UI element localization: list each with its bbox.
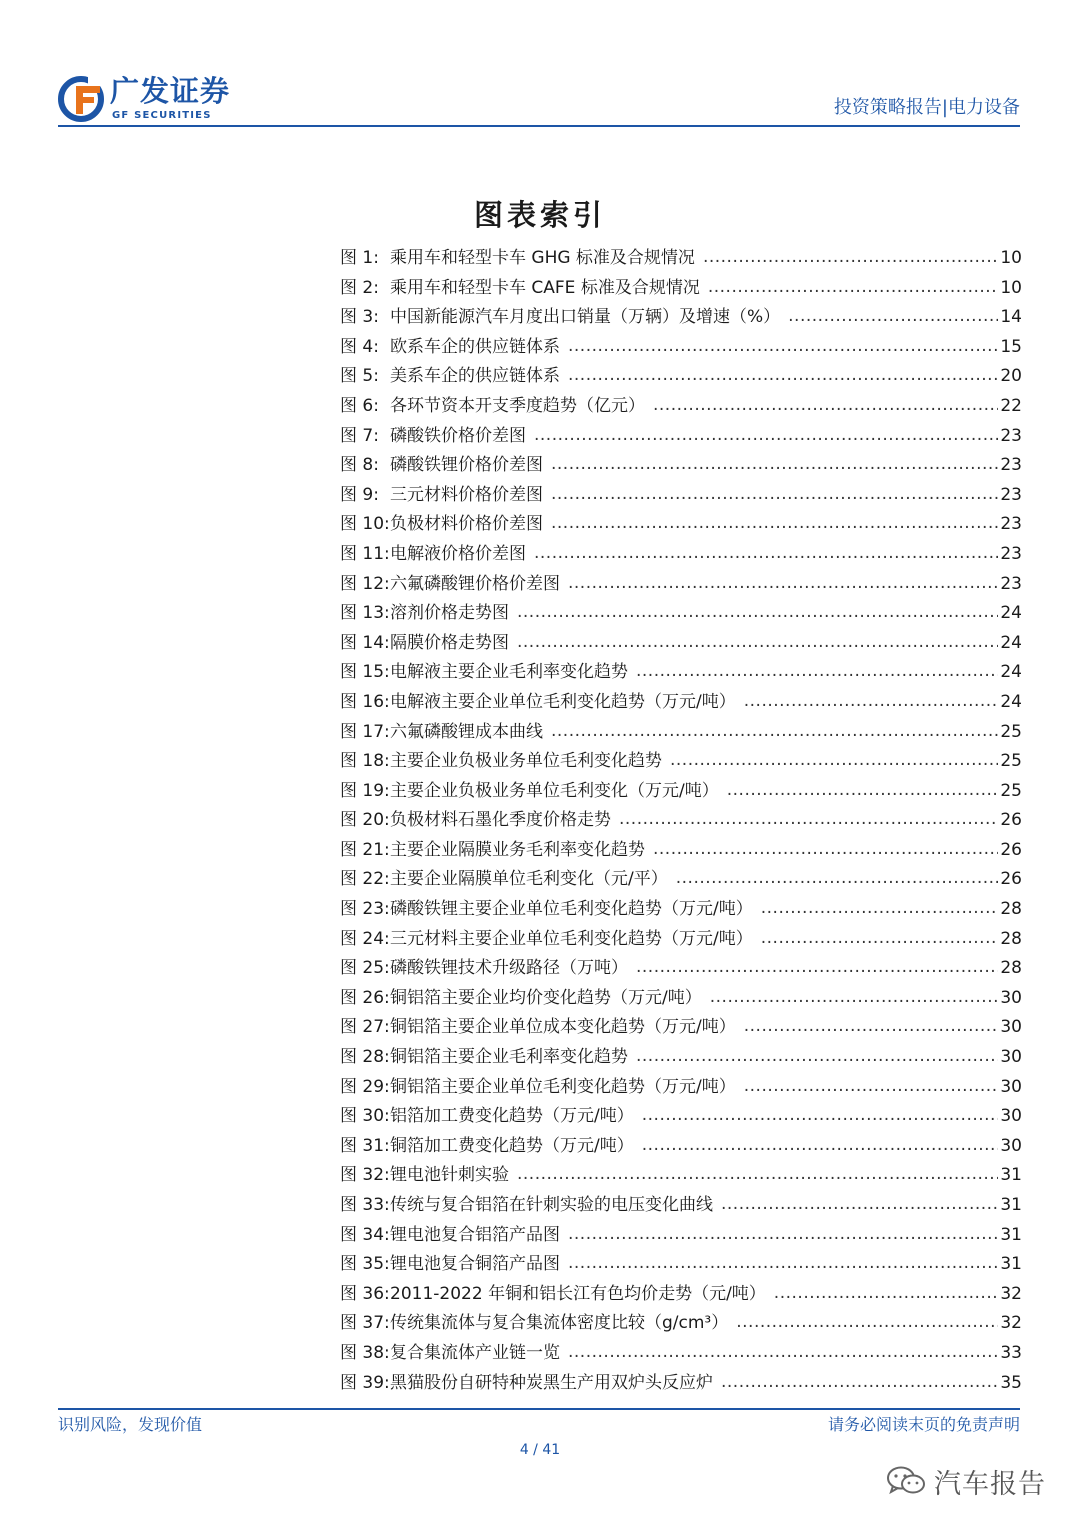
page-reference: 31 — [1000, 1224, 1022, 1245]
report-category: 投资策略报告|电力设备 — [833, 97, 1020, 118]
page-reference: 30 — [1000, 1135, 1022, 1156]
toc-entry-label — [340, 747, 668, 777]
figure-title: 铜铝箔主要企业毛利率变化趋势 — [390, 1047, 628, 1068]
figure-number: 图 36: — [340, 1283, 390, 1304]
dot-leader — [676, 864, 999, 894]
figure-number: 图 33: — [340, 1195, 390, 1215]
toc-entry-label — [340, 806, 617, 836]
figure-title: 锂电池针刺实验 — [390, 1165, 509, 1186]
toc-entry-label — [340, 836, 651, 866]
figure-number: 图 14: — [340, 632, 390, 653]
figure-number: 图 9: — [340, 484, 379, 505]
toc-entry[interactable] — [340, 777, 1022, 807]
page-header — [58, 70, 1020, 128]
figure-title: 美系车企的供应链体系 — [390, 366, 560, 387]
page-reference: 15 — [1000, 336, 1022, 357]
figure-title: 主要企业隔膜业务毛利率变化趋势 — [390, 839, 645, 860]
toc-entry[interactable] — [340, 422, 1022, 452]
toc-entry[interactable] — [340, 451, 1022, 481]
figure-number: 图 26: — [340, 987, 390, 1008]
figure-title: 铜铝箔主要企业均价变化趋势（万元/吨） — [390, 987, 702, 1008]
dot-leader — [670, 746, 998, 776]
figure-number: 图 7: — [340, 425, 379, 446]
page-reference: 31 — [1000, 1165, 1022, 1186]
page-reference: 20 — [1000, 366, 1022, 387]
figure-number: 图 23: — [340, 899, 390, 920]
toc-entry[interactable] — [340, 688, 1022, 718]
page-reference: 32 — [1000, 1313, 1022, 1334]
page-reference: 10 — [1000, 277, 1022, 298]
toc-entry-label — [340, 1309, 734, 1339]
figure-number: 图 30: — [340, 1106, 390, 1127]
toc-entry-label — [340, 244, 701, 274]
dot-leader — [619, 805, 998, 835]
dot-leader — [653, 835, 998, 865]
toc-entry[interactable] — [340, 570, 1022, 600]
figure-title: 铜铝箔主要企业单位毛利变化趋势（万元/吨） — [390, 1076, 736, 1097]
dot-leader — [534, 539, 998, 569]
figure-number: 图 10: — [340, 514, 390, 535]
page-reference: 10 — [1000, 248, 1022, 268]
page-reference: 26 — [1000, 839, 1022, 860]
figure-number: 图 39: — [340, 1372, 390, 1393]
page-reference: 31 — [1000, 1195, 1022, 1215]
figure-title: 锂电池复合铜箔产品图 — [390, 1254, 560, 1275]
figure-title: 六氟磷酸锂价格价差图 — [390, 573, 560, 594]
watermark-text: 汽车报告 — [934, 1468, 1046, 1500]
toc-entry-label — [340, 1369, 719, 1399]
logo-chinese-name: 广发证券 — [110, 74, 231, 108]
figure-title: 乘用车和轻型卡车 GHG 标准及合规情况 — [390, 248, 695, 268]
dot-leader — [703, 243, 998, 273]
figure-number: 图 12: — [340, 573, 390, 594]
toc-entry[interactable] — [340, 333, 1022, 363]
figure-number: 图 27: — [340, 1017, 390, 1038]
dot-leader — [636, 657, 998, 687]
figure-title: 隔膜价格走势图 — [390, 632, 509, 653]
page-reference: 33 — [1000, 1342, 1022, 1363]
dot-leader — [710, 983, 999, 1013]
figure-title: 主要企业隔膜单位毛利变化（元/平） — [390, 869, 668, 890]
toc-entry-label — [340, 570, 566, 600]
toc-entry-label — [340, 777, 725, 807]
toc-entry[interactable] — [340, 481, 1022, 511]
figure-number: 图 35: — [340, 1254, 390, 1275]
page-reference: 30 — [1000, 1017, 1022, 1038]
figure-title: 各环节资本开支季度趋势（亿元） — [390, 395, 645, 416]
figure-title: 负极材料价格价差图 — [390, 514, 543, 535]
dot-leader — [642, 1101, 999, 1131]
figure-title: 复合集流体产业链一览 — [390, 1342, 560, 1363]
toc-entry[interactable] — [340, 1013, 1022, 1043]
page-reference: 24 — [1000, 691, 1022, 712]
page-reference: 35 — [1000, 1372, 1022, 1393]
figure-title: 中国新能源汽车月度出口销量（万辆）及增速（%） — [390, 307, 781, 328]
toc-entry-label — [340, 481, 549, 511]
page-reference: 24 — [1000, 662, 1022, 683]
toc-entry[interactable] — [340, 925, 1022, 955]
dot-leader — [736, 1308, 998, 1338]
footer-slogan: 识别风险，发现价值 — [58, 1415, 203, 1434]
figure-number: 图 20: — [340, 810, 390, 831]
figure-number: 图 15: — [340, 662, 390, 683]
toc-entry-label — [340, 1250, 566, 1280]
toc-entry[interactable] — [340, 599, 1022, 629]
toc-entry[interactable] — [340, 1073, 1022, 1103]
dot-leader — [568, 1249, 998, 1279]
toc-entry-label — [340, 451, 549, 481]
page-reference: 32 — [1000, 1283, 1022, 1304]
page-reference: 30 — [1000, 1106, 1022, 1127]
dot-leader — [721, 1368, 998, 1398]
dot-leader — [568, 569, 998, 599]
figure-number: 图 21: — [340, 839, 390, 860]
wechat-watermark — [886, 1463, 1046, 1499]
dot-leader — [517, 628, 998, 658]
page-reference: 24 — [1000, 632, 1022, 653]
toc-entry-label — [340, 1102, 640, 1132]
toc-entry-label — [340, 1161, 515, 1191]
toc-entry-label — [340, 540, 532, 570]
toc-entry[interactable] — [340, 895, 1022, 925]
page-reference: 23 — [1000, 425, 1022, 446]
figure-title: 欧系车企的供应链体系 — [390, 336, 560, 357]
figure-title: 传统集流体与复合集流体密度比较（g/cm³） — [390, 1313, 729, 1334]
toc-entry[interactable] — [340, 836, 1022, 866]
figure-title: 负极材料石墨化季度价格走势 — [390, 810, 611, 831]
toc-entry-label — [340, 333, 566, 363]
toc-entry-label — [340, 1191, 719, 1221]
figure-number: 图 8: — [340, 455, 379, 476]
toc-entry[interactable] — [340, 1161, 1022, 1191]
figure-title: 主要企业负极业务单位毛利变化趋势 — [390, 751, 662, 772]
toc-entry-label — [340, 688, 742, 718]
toc-entry-label — [340, 1043, 634, 1073]
footer-disclaimer-link[interactable]: 请务必阅读末页的免责声明 — [827, 1415, 1020, 1434]
toc-entry-label — [340, 1073, 742, 1103]
figure-number: 图 16: — [340, 691, 390, 712]
header-divider — [58, 125, 1020, 127]
figure-number: 图 11: — [340, 543, 390, 564]
toc-entry[interactable] — [340, 984, 1022, 1014]
page-reference: 24 — [1000, 603, 1022, 624]
toc-entry[interactable] — [340, 362, 1022, 392]
gf-securities-logo — [58, 74, 278, 126]
figure-number: 图 17: — [340, 721, 390, 742]
figure-title: 三元材料主要企业单位毛利变化趋势（万元/吨） — [390, 928, 753, 949]
figure-title: 电解液主要企业单位毛利变化趋势（万元/吨） — [390, 691, 736, 712]
toc-entry[interactable] — [340, 1339, 1022, 1369]
toc-entry-label — [340, 362, 566, 392]
toc-entry-label — [340, 954, 634, 984]
figure-title: 磷酸铁锂价格价差图 — [390, 455, 543, 476]
page-reference: 30 — [1000, 987, 1022, 1008]
page-reference: 30 — [1000, 1076, 1022, 1097]
toc-entry-label — [340, 1221, 566, 1251]
page-reference: 31 — [1000, 1254, 1022, 1275]
dot-leader — [636, 1042, 998, 1072]
figure-title: 主要企业负极业务单位毛利变化（万元/吨） — [390, 780, 719, 801]
figure-title: 磷酸铁价格价差图 — [390, 425, 526, 446]
figure-number: 图 3: — [340, 307, 379, 328]
page-reference: 30 — [1000, 1047, 1022, 1068]
toc-entry[interactable] — [340, 244, 1022, 274]
toc-entry-label — [340, 274, 706, 304]
toc-entry[interactable] — [340, 1043, 1022, 1073]
figure-number: 图 5: — [340, 366, 379, 387]
toc-entry[interactable] — [340, 1102, 1022, 1132]
dot-leader — [744, 687, 999, 717]
toc-entry-label — [340, 1280, 772, 1310]
toc-entry[interactable] — [340, 303, 1022, 333]
dot-leader — [653, 391, 998, 421]
dot-leader — [636, 953, 998, 983]
page-reference: 25 — [1000, 780, 1022, 801]
dot-leader — [568, 332, 998, 362]
figure-number: 图 28: — [340, 1047, 390, 1068]
figure-number: 图 29: — [340, 1076, 390, 1097]
dot-leader — [517, 598, 998, 628]
logo-english-name: GF SECURITIES — [112, 110, 212, 121]
toc-entry[interactable] — [340, 806, 1022, 836]
toc-entry-label — [340, 1013, 742, 1043]
dot-leader — [744, 1072, 999, 1102]
dot-leader — [761, 924, 999, 954]
toc-entry-label — [340, 925, 759, 955]
toc-entry-label — [340, 718, 549, 748]
figure-title: 溶剂价格走势图 — [390, 603, 509, 624]
toc-entry-label — [340, 984, 708, 1014]
figure-title: 锂电池复合铝箔产品图 — [390, 1224, 560, 1245]
dot-leader — [774, 1279, 999, 1309]
page-reference: 23 — [1000, 514, 1022, 535]
wechat-icon — [886, 1465, 926, 1497]
figure-title: 电解液价格价差图 — [390, 543, 526, 564]
page-number: 4 / 41 — [519, 1442, 561, 1458]
figure-number: 图 31: — [340, 1135, 390, 1156]
figure-title: 磷酸铁锂技术升级路径（万吨） — [390, 958, 628, 979]
toc-entry-label — [340, 658, 634, 688]
figure-title: 三元材料价格价差图 — [390, 484, 543, 505]
toc-entry-label — [340, 1132, 640, 1162]
toc-entry[interactable] — [340, 1191, 1022, 1221]
toc-entry[interactable] — [340, 629, 1022, 659]
page-reference: 25 — [1000, 721, 1022, 742]
toc-entry-label — [340, 865, 674, 895]
toc-entry[interactable] — [340, 1280, 1022, 1310]
footer-divider — [58, 1408, 1020, 1410]
figure-number: 图 25: — [340, 958, 390, 979]
toc-entry[interactable] — [340, 954, 1022, 984]
page-reference: 25 — [1000, 751, 1022, 772]
toc-entry[interactable] — [340, 540, 1022, 570]
figure-title: 电解液主要企业毛利率变化趋势 — [390, 662, 628, 683]
dot-leader — [568, 1338, 998, 1368]
figure-number: 图 19: — [340, 780, 390, 801]
figure-index-list — [340, 244, 1022, 1398]
page-reference: 28 — [1000, 899, 1022, 920]
page-reference: 28 — [1000, 928, 1022, 949]
figure-title: 磷酸铁锂主要企业单位毛利变化趋势（万元/吨） — [390, 899, 753, 920]
toc-entry[interactable] — [340, 392, 1022, 422]
figure-number: 图 22: — [340, 869, 390, 890]
toc-entry-label — [340, 895, 759, 925]
toc-entry[interactable] — [340, 1250, 1022, 1280]
figure-title: 传统与复合铝箔在针刺实验的电压变化曲线 — [390, 1195, 713, 1215]
toc-entry-label — [340, 510, 549, 540]
page-reference: 26 — [1000, 810, 1022, 831]
figure-number: 图 37: — [340, 1313, 390, 1334]
page-reference: 14 — [1000, 307, 1022, 328]
page-reference: 28 — [1000, 958, 1022, 979]
toc-entry[interactable] — [340, 1221, 1022, 1251]
figure-title: 铝箔加工费变化趋势（万元/吨） — [390, 1106, 634, 1127]
figure-number: 图 6: — [340, 395, 379, 416]
toc-entry[interactable] — [340, 718, 1022, 748]
dot-leader — [761, 894, 999, 924]
figure-title: 六氟磷酸锂成本曲线 — [390, 721, 543, 742]
toc-entry[interactable] — [340, 510, 1022, 540]
page-reference: 23 — [1000, 543, 1022, 564]
toc-entry-label — [340, 303, 786, 333]
toc-entry-label — [340, 599, 515, 629]
gf-logo-icon — [58, 76, 104, 122]
figure-number: 图 34: — [340, 1224, 390, 1245]
figure-number: 图 2: — [340, 277, 379, 298]
dot-leader — [708, 273, 999, 303]
figure-number: 图 1: — [340, 248, 379, 268]
dot-leader — [551, 450, 998, 480]
figure-number: 图 38: — [340, 1342, 390, 1363]
toc-entry[interactable] — [340, 1369, 1022, 1399]
dot-leader — [727, 776, 999, 806]
figure-title: 铜箔加工费变化趋势（万元/吨） — [390, 1135, 634, 1156]
figure-title: 2011-2022 年铜和铝长江有色均价走势（元/吨） — [390, 1283, 766, 1304]
toc-entry[interactable] — [340, 1309, 1022, 1339]
dot-leader — [744, 1012, 999, 1042]
dot-leader — [568, 361, 998, 391]
dot-leader — [551, 717, 998, 747]
dot-leader — [551, 480, 998, 510]
toc-entry-label — [340, 392, 651, 422]
dot-leader — [642, 1131, 999, 1161]
figure-title: 铜铝箔主要企业单位成本变化趋势（万元/吨） — [390, 1017, 736, 1038]
dot-leader — [721, 1190, 998, 1220]
dot-leader — [534, 421, 998, 451]
toc-entry[interactable] — [340, 747, 1022, 777]
page-reference: 23 — [1000, 455, 1022, 476]
page-reference: 22 — [1000, 395, 1022, 416]
dot-leader — [788, 302, 998, 332]
figure-number: 图 32: — [340, 1165, 390, 1186]
toc-entry[interactable] — [340, 865, 1022, 895]
page-reference: 26 — [1000, 869, 1022, 890]
figure-number: 图 18: — [340, 751, 390, 772]
toc-entry[interactable] — [340, 1132, 1022, 1162]
dot-leader — [517, 1160, 998, 1190]
toc-entry-label — [340, 629, 515, 659]
page-title: 图表索引 — [473, 198, 606, 232]
figure-number: 图 4: — [340, 336, 379, 357]
toc-entry-label — [340, 1339, 566, 1369]
figure-title: 乘用车和轻型卡车 CAFE 标准及合规情况 — [390, 277, 700, 298]
page-reference: 23 — [1000, 484, 1022, 505]
dot-leader — [551, 509, 998, 539]
figure-number: 图 24: — [340, 928, 390, 949]
toc-entry[interactable] — [340, 274, 1022, 304]
toc-entry[interactable] — [340, 658, 1022, 688]
figure-title: 黑猫股份自研特种炭黑生产用双炉头反应炉 — [390, 1372, 713, 1393]
dot-leader — [568, 1220, 998, 1250]
figure-number: 图 13: — [340, 603, 390, 624]
page-reference: 23 — [1000, 573, 1022, 594]
toc-entry-label — [340, 422, 532, 452]
